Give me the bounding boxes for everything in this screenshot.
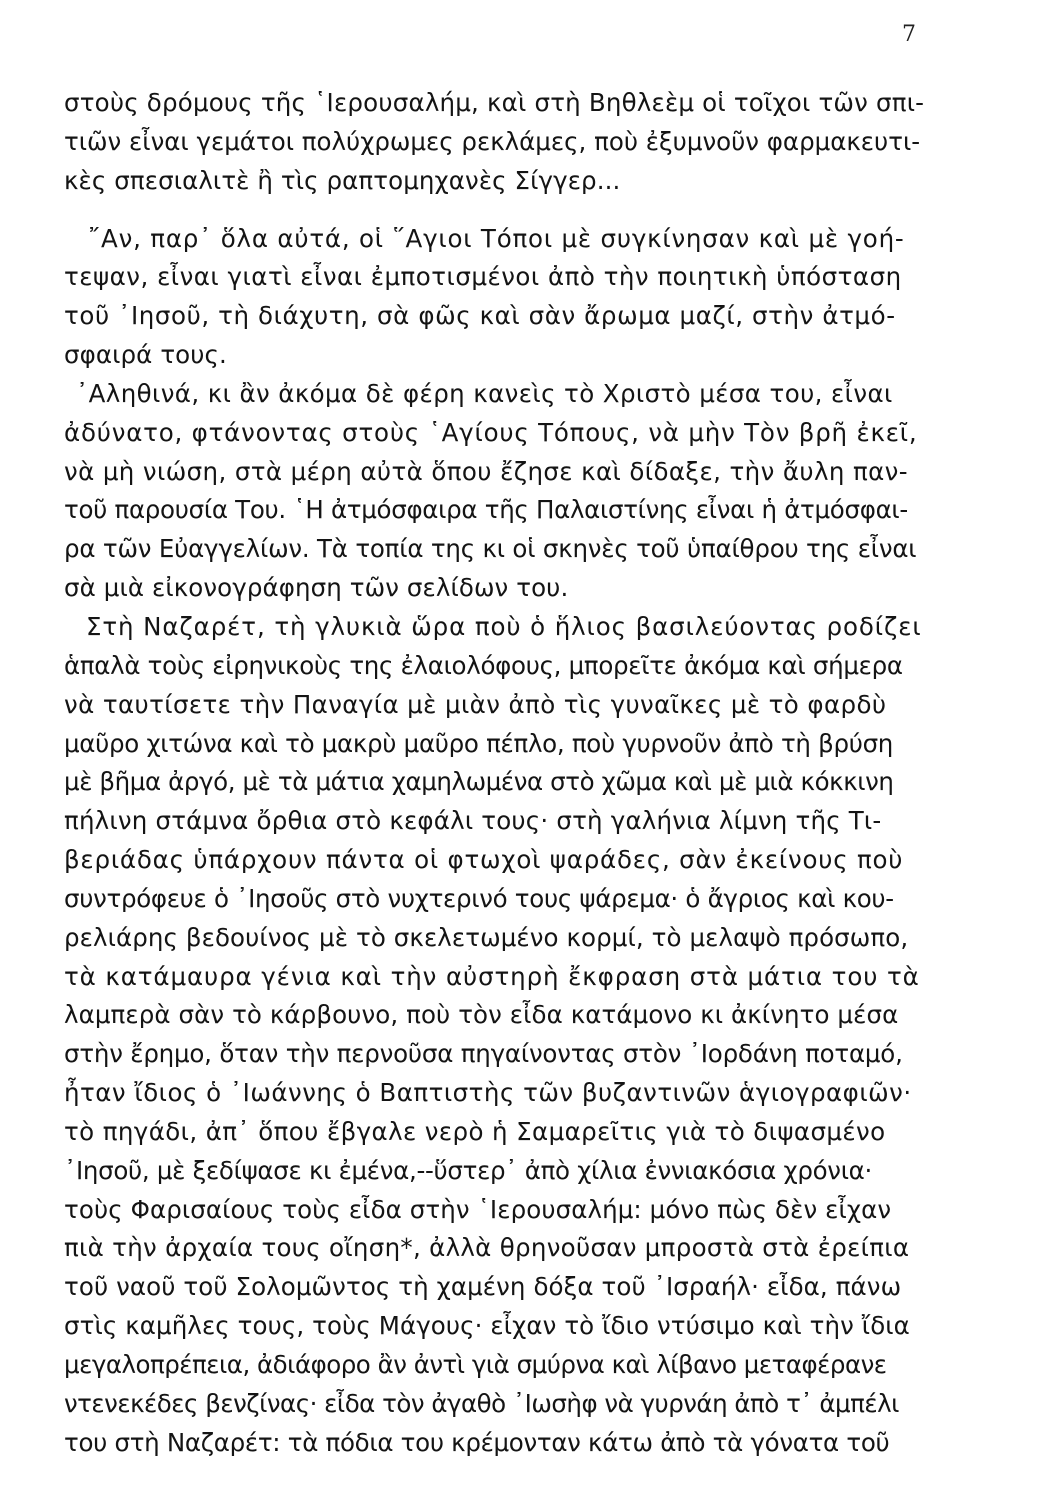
paragraph-gap	[64, 201, 924, 220]
text-line: στὶς καμῆλες τους, τοὺς Μάγους· εἶχαν τὸ ἴδιο ντύσιμο καὶ τὴν ἴδια	[64, 1311, 910, 1341]
text-line: τεψαν, εἶναι γιατὶ εἶναι ἐμποτισμένοι ἀπὸ τὴν ποιητικὴ ὑπόσταση	[64, 262, 902, 292]
text-line: μὲ βῆμα ἀργό, μὲ τὰ μάτια χαμηλωμένα στὸ χῶμα καὶ μὲ μιὰ κόκκινη	[64, 767, 894, 797]
text-line: ντενεκέδες βενζίνας· εἶδα τὸν ἀγαθὸ ᾿Ιωσὴφ νὰ γυρνάη ἀπὸ τ᾿ ἀμπέλι	[64, 1388, 899, 1418]
text-line: του στὴ Ναζαρέτ: τὰ πόδια του κρέμονταν κάτω ἀπὸ τὰ γόνατα τοῦ	[64, 1427, 890, 1457]
text-line: ῎Αν, παρ᾿ ὅλα αὐτά, οἱ ῞Αγιοι Τόποι μὲ συγκίνησαν καὶ μὲ γοή-	[88, 223, 905, 253]
page-number: 7	[902, 22, 916, 47]
text-line: ρελιάρης βεδουίνος μὲ τὸ σκελετωμένο κορμί, τὸ μελαψὸ πρόσωπο,	[64, 922, 909, 952]
body-text	[64, 84, 924, 1463]
text-line: ᾿Ιησοῦ, μὲ ξεδίψασε κι ἐμένα,--ὕστερ᾿ ἀπὸ χίλια ἐννιακόσια χρόνια·	[64, 1155, 873, 1185]
text-line: ἁπαλὰ τοὺς εἰρηνικοὺς της ἐλαιολόφους, μπορεῖτε ἀκόμα καὶ σήμερα	[64, 650, 903, 680]
text-line: σφαιρά τους.	[64, 340, 227, 370]
text-line: ἦταν ἴδιος ὁ ᾿Ιωάννης ὁ Βαπτιστὴς τῶν βυζαντινῶν ἁγιογραφιῶν·	[64, 1078, 912, 1108]
text-line: στὴν ἔρημο, ὅταν τὴν περνοῦσα πηγαίνοντας στὸν ᾿Ιορδάνη ποταμό,	[64, 1039, 903, 1069]
text-line: μεγαλοπρέπεια, ἀδιάφορο ἂν ἀντὶ γιὰ σμύρνα καὶ λίβανο μεταφέρανε	[64, 1350, 887, 1379]
text-line: τὸ πηγάδι, ἀπ᾿ ὅπου ἔβγαλε νερὸ ἡ Σαμαρεῖτις γιὰ τὸ διψασμένο	[64, 1116, 886, 1146]
text-line: τὰ κατάμαυρα γένια καὶ τὴν αὐστηρὴ ἔκφραση στὰ μάτια του τὰ	[64, 961, 920, 991]
text-line: νὰ μὴ νιώση, στὰ μέρη αὐτὰ ὅπου ἔζησε καὶ δίδαξε, τὴν ἄυλη παν-	[64, 456, 909, 486]
text-line: πιὰ τὴν ἀρχαία τους οἴηση*, ἀλλὰ θρηνοῦσαν μπροστὰ στὰ ἐρείπια	[64, 1233, 910, 1263]
text-line: τιῶν εἶναι γεμάτοι πολύχρωμες ρεκλάμες, ποὺ ἐξυμνοῦν φαρμακευτι-	[64, 126, 921, 156]
text-line: τοὺς Φαρισαίους τοὺς εἶδα στὴν ῾Ιερουσαλήμ: μόνο πὼς δὲν εἶχαν	[64, 1194, 892, 1224]
text-line: λαμπερὰ σὰν τὸ κάρβουνο, ποὺ τὸν εἶδα κατάμονο κι ἀκίνητο μέσα	[64, 1000, 899, 1030]
text-line: μαῦρο χιτώνα καὶ τὸ μακρὺ μαῦρο πέπλο, ποὺ γυρνοῦν ἀπὸ τὴ βρύση	[64, 728, 894, 758]
text-line: τοῦ παρουσία Του. ῾Η ἀτμόσφαιρα τῆς Παλαιστίνης εἶναι ἡ ἀτμόσφαι-	[64, 495, 908, 525]
text-line: σὰ μιὰ εἰκονογράφηση τῶν σελίδων του.	[64, 573, 569, 603]
text-line: τοῦ ᾿Ιησοῦ, τὴ διάχυτη, σὰ φῶς καὶ σὰν ἄρωμα μαζί, στὴν ἀτμό-	[64, 301, 896, 331]
text-line: Στὴ Ναζαρέτ, τὴ γλυκιὰ ὥρα ποὺ ὁ ἥλιος βασιλεύοντας ροδίζει	[86, 611, 922, 641]
text-line: στοὺς δρόμους τῆς ῾Ιερουσαλήμ, καὶ στὴ Βηθλεὲμ οἱ τοῖχοι τῶν σπι-	[64, 88, 925, 117]
text-line: πήλινη στάμνα ὄρθια στὸ κεφάλι τους· στὴ γαλήνια λίμνη τῆς Τι-	[64, 806, 882, 836]
text-line: τοῦ ναοῦ τοῦ Σολομῶντος τὴ χαμένη δόξα τοῦ ᾿Ισραήλ· εἶδα, πάνω	[64, 1272, 902, 1302]
text-line: ρα τῶν Εὐαγγελίων. Τὰ τοπία της κι οἱ σκηνὲς τοῦ ὑπαίθρου της εἶναι	[64, 534, 917, 564]
text-line: ᾿Αληθινά, κι ἂν ἀκόμα δὲ φέρη κανεὶς τὸ Χριστὸ μέσα του, εἶναι	[76, 378, 893, 408]
text-line: ἀδύνατο, φτάνοντας στοὺς ῾Αγίους Τόπους, νὰ μὴν Τὸν βρῆ ἐκεῖ,	[64, 417, 918, 447]
text-line: βεριάδας ὑπάρχουν πάντα οἱ φτωχοὶ ψαράδες, σὰν ἐκείνους ποὺ	[64, 845, 904, 875]
text-line: κὲς σπεσιαλιτὲ ἢ τὶς ραπτομηχανὲς Σίγγερ...	[64, 165, 621, 195]
text-line: νὰ ταυτίσετε τὴν Παναγία μὲ μιὰν ἀπὸ τὶς γυναῖκες μὲ τὸ φαρδὺ	[64, 689, 887, 719]
text-line: συντρόφευε ὁ ᾿Ιησοῦς στὸ νυχτερινό τους ψάρεμα· ὁ ἄγριος καὶ κου-	[64, 883, 894, 913]
